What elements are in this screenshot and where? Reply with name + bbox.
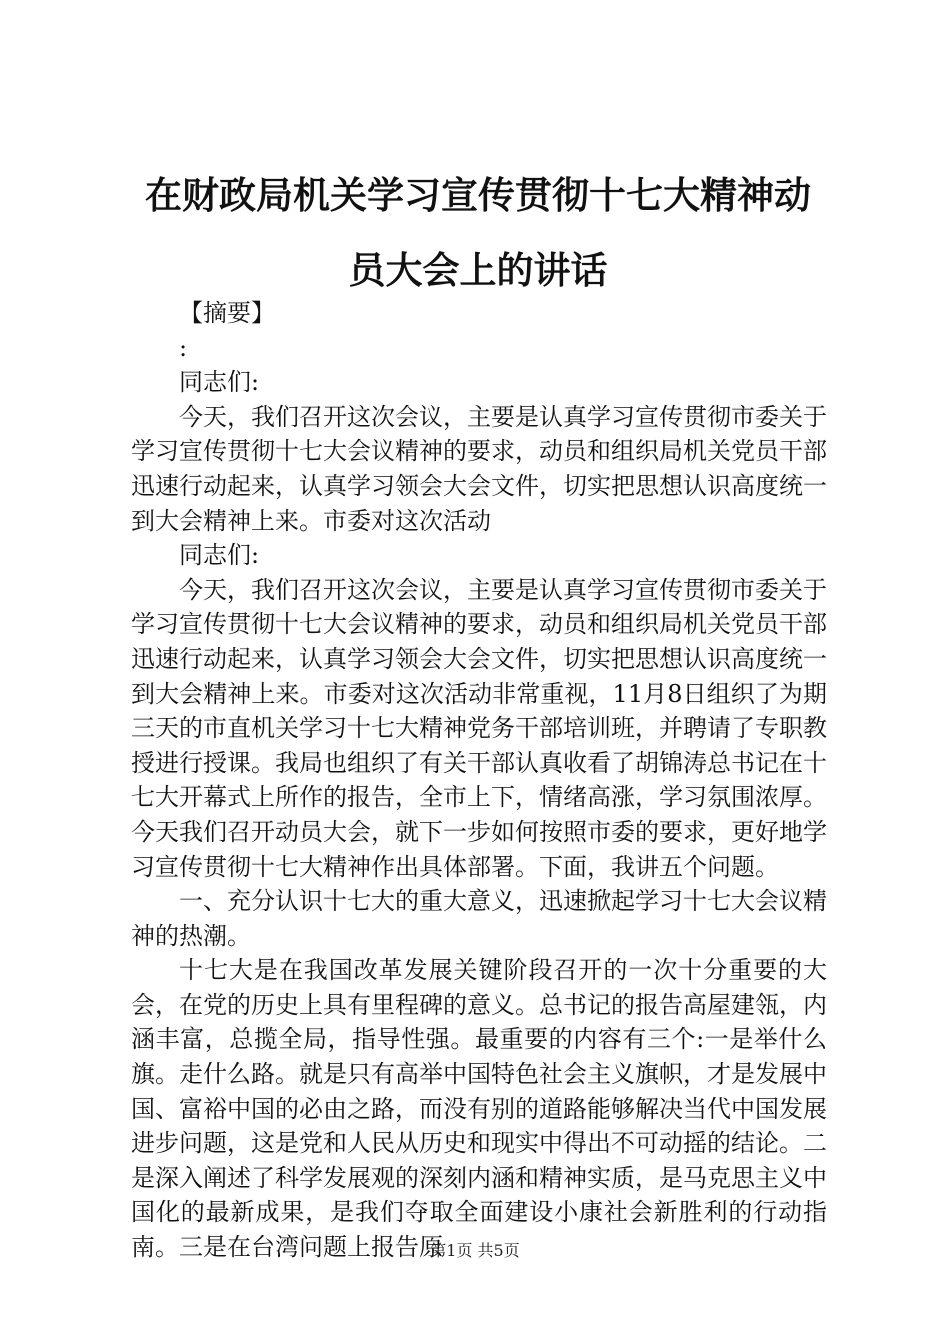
abstract-content: : (179, 333, 188, 362)
document-body (131, 296, 827, 1265)
paragraph: 今天，我们召开这次会议，主要是认真学习宣传贯彻市委关于学习宣传贯彻十七大会议精神的要求，动员和组织局机关党员干部迅速行动起来，认真学习领会大会文件，切实把思想认识高度统一到大会精神上来。市委对这次活动非常重视，11月8日组织了为期三天的市直机关学习十七大精神党务干部培训班，并聘请了专职教授进行授课。我局也组织了有关干部认真收看了胡锦涛总书记在十七大开幕式上所作的报告，全市上下，情绪高涨，学习氛围浓厚。今天我们召开动员大会，就下一步如何按照市委的要求，更好地学习宣传贯彻十七大精神作出具体部署。下面，我讲五个问题。 (131, 575, 827, 881)
paragraph: 十七大是在我国改革发展关键阶段召开的一次十分重要的大会，在党的历史上具有里程碑的意义。总书记的报告高屋建瓴，内涵丰富，总揽全局，指导性强。最重要的内容有三个:一是举什么旗。走什么路。就是只有高举中国特色社会主义旗帜，才是发展中国、富裕中国的必由之路，而没有别的道路能够解决当代中国发展进步问题，这是党和人民从历史和现实中得出不可动摇的结论。二是深入阐述了科学发展观的深刻内涵和精神实质，是马克思主义中国化的最新成果，是我们夺取全面建设小康社会新胜利的行动指南。三是在台湾问题上报告原 (131, 956, 827, 1262)
page-number: 第1页 共5页 (430, 1241, 520, 1260)
paragraph: 今天，我们召开这次会议，主要是认真学习宣传贯彻市委关于学习宣传贯彻十七大会议精神的要求，动员和组织局机关党员干部迅速行动起来，认真学习领会大会文件，切实把思想认识高度统一到大会精神上来。市委对这次活动 (131, 402, 827, 535)
abstract-heading: 【摘要】 (179, 299, 275, 327)
document-title: 在财政局机关学习宣传贯彻十七大精神动员大会上的讲话 (145, 173, 811, 292)
greeting: 同志们: (179, 541, 260, 570)
section-heading: 一、充分认识十七大的重大意义，迅速掀起学习十七大会议精神的热潮。 (131, 887, 827, 950)
greeting: 同志们: (179, 368, 260, 397)
